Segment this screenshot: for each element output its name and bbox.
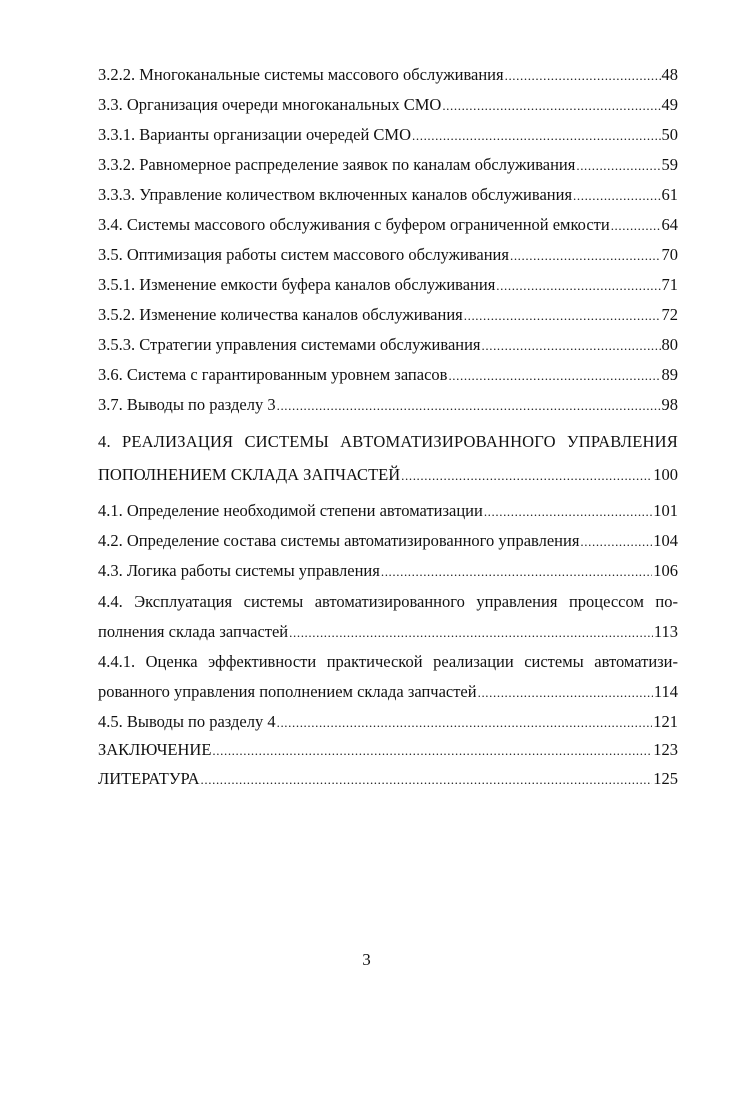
toc-entry-page: 123 — [653, 740, 678, 759]
toc-entry-title: 3.3.2. Равномерное распределение заявок по каналам обслуживания — [98, 152, 575, 178]
toc-entry-page: 61 — [661, 185, 678, 204]
toc-leader-dots — [482, 333, 661, 359]
toc-entry — [98, 332, 678, 358]
toc-entry — [98, 392, 678, 418]
toc-entry-title: 4.3. Логика работы системы управления — [98, 558, 380, 584]
toc-entry-4-4-1-line-2 — [98, 679, 678, 705]
toc-entry-page: 49 — [661, 95, 678, 114]
toc-leader-dots — [401, 462, 652, 490]
toc-leader-dots — [573, 183, 660, 209]
toc-entry — [98, 362, 678, 388]
toc-leader-dots — [448, 363, 660, 389]
toc-entry-title: 3.3.3. Управление количеством включенных каналов обслуживания — [98, 182, 572, 208]
toc-entry-title: 3.3.1. Варианты организации очередей СМО — [98, 122, 411, 148]
toc-entry-title: 3.2.2. Многоканальные системы массового обслуживания — [98, 62, 504, 88]
toc-entry-title: 3.5. Оптимизация работы систем массового обслуживания — [98, 242, 509, 268]
toc-entry-page: 121 — [653, 712, 678, 731]
toc-entry-title: 3.5.3. Стратегии управления системами обслуживания — [98, 332, 481, 358]
toc-entry-title: 4.5. Выводы по разделу 4 — [98, 709, 276, 735]
toc-entry — [98, 212, 678, 238]
toc-entry-title: рованного управления пополнением склада запчастей — [98, 679, 477, 705]
toc-leader-dots — [611, 213, 661, 239]
toc-leader-dots — [464, 303, 661, 329]
toc-leader-dots — [510, 243, 661, 269]
toc-entry-page: 100 — [653, 465, 678, 484]
toc-leader-dots — [484, 499, 652, 525]
toc-entry-page: 64 — [661, 215, 678, 234]
toc-entry-title: 3.6. Система с гарантированным уровнем запасов — [98, 362, 447, 388]
toc-entry — [98, 272, 678, 298]
toc-entry-title: 3.4. Системы массового обслуживания с буфером ограниченной емкости — [98, 212, 610, 238]
chapter-4-heading-line-1: 4. РЕАЛИЗАЦИЯ СИСТЕМЫ АВТОМАТИЗИРОВАННОГО УПРАВЛЕНИЯ — [98, 432, 678, 451]
toc-entry-page: 106 — [653, 561, 678, 580]
toc-entry-title: полнения склада запчастей — [98, 619, 288, 645]
toc-entry-page: 80 — [661, 335, 678, 354]
toc-entry — [98, 152, 678, 178]
toc-entry-4-4-line-1: 4.4. Эксплуатация системы автоматизированного управления процессом по- — [98, 592, 678, 611]
toc-leader-dots — [381, 559, 652, 585]
toc-leader-dots — [576, 153, 660, 179]
toc-entry-title: ЗАКЛЮЧЕНИЕ — [98, 737, 211, 763]
toc-leader-dots — [412, 123, 660, 149]
toc-leader-dots — [580, 529, 652, 555]
toc-entry-title: ЛИТЕРАТУРА — [98, 766, 200, 792]
toc-leader-dots — [496, 273, 660, 299]
toc-entry — [98, 528, 678, 554]
toc-entry — [98, 242, 678, 268]
toc-entry-title: 3.5.1. Изменение емкости буфера каналов обслуживания — [98, 272, 495, 298]
toc-entry-page: 114 — [653, 682, 678, 701]
toc-entry — [98, 709, 678, 735]
toc-entry — [98, 92, 678, 118]
toc-entry-title: ПОПОЛНЕНИЕМ СКЛАДА ЗАПЧАСТЕЙ — [98, 461, 400, 489]
toc-leader-dots — [277, 710, 653, 736]
toc-entry — [98, 498, 678, 524]
toc-entry-page: 50 — [661, 125, 678, 144]
toc-entry-page: 89 — [661, 365, 678, 384]
toc-entry — [98, 766, 678, 792]
toc-leader-dots — [478, 680, 653, 706]
toc-entry-page: 98 — [661, 395, 678, 414]
toc-entry — [98, 182, 678, 208]
toc-entry — [98, 62, 678, 88]
toc-entry-page: 104 — [653, 531, 678, 550]
toc-entry — [98, 122, 678, 148]
toc-entry-page: 71 — [661, 275, 678, 294]
toc-entry-page: 59 — [661, 155, 678, 174]
toc-leader-dots — [442, 93, 660, 119]
toc-leader-dots — [289, 620, 653, 646]
toc-entry — [98, 558, 678, 584]
toc-entry-page: 101 — [653, 501, 678, 520]
toc-entry-title: 3.7. Выводы по разделу 3 — [98, 392, 276, 418]
toc-entry-page: 72 — [661, 305, 678, 324]
toc-leader-dots — [505, 63, 661, 89]
toc-entry-4-4-line-2 — [98, 619, 678, 645]
toc-entry-title: 3.5.2. Изменение количества каналов обслуживания — [98, 302, 463, 328]
page-number: 3 — [362, 950, 371, 969]
toc-leader-dots — [212, 738, 652, 764]
toc-entry-page: 113 — [653, 622, 678, 641]
toc-entry-title: 4.1. Определение необходимой степени автоматизации — [98, 498, 483, 524]
toc-entry-title: 3.3. Организация очереди многоканальных СМО — [98, 92, 441, 118]
toc-entry — [98, 302, 678, 328]
toc-entry-page: 125 — [653, 769, 678, 788]
toc-entry-page: 70 — [661, 245, 678, 264]
toc-entry — [98, 737, 678, 763]
toc-leader-dots — [277, 393, 661, 419]
toc-entry-page: 48 — [661, 65, 678, 84]
toc-entry-title: 4.2. Определение состава системы автоматизированного управления — [98, 528, 579, 554]
toc-entry-4-4-1-line-1: 4.4.1. Оценка эффективности практической реализации системы автоматизи- — [98, 652, 678, 671]
chapter-4-heading-line-2 — [98, 461, 678, 489]
toc-leader-dots — [201, 767, 653, 793]
